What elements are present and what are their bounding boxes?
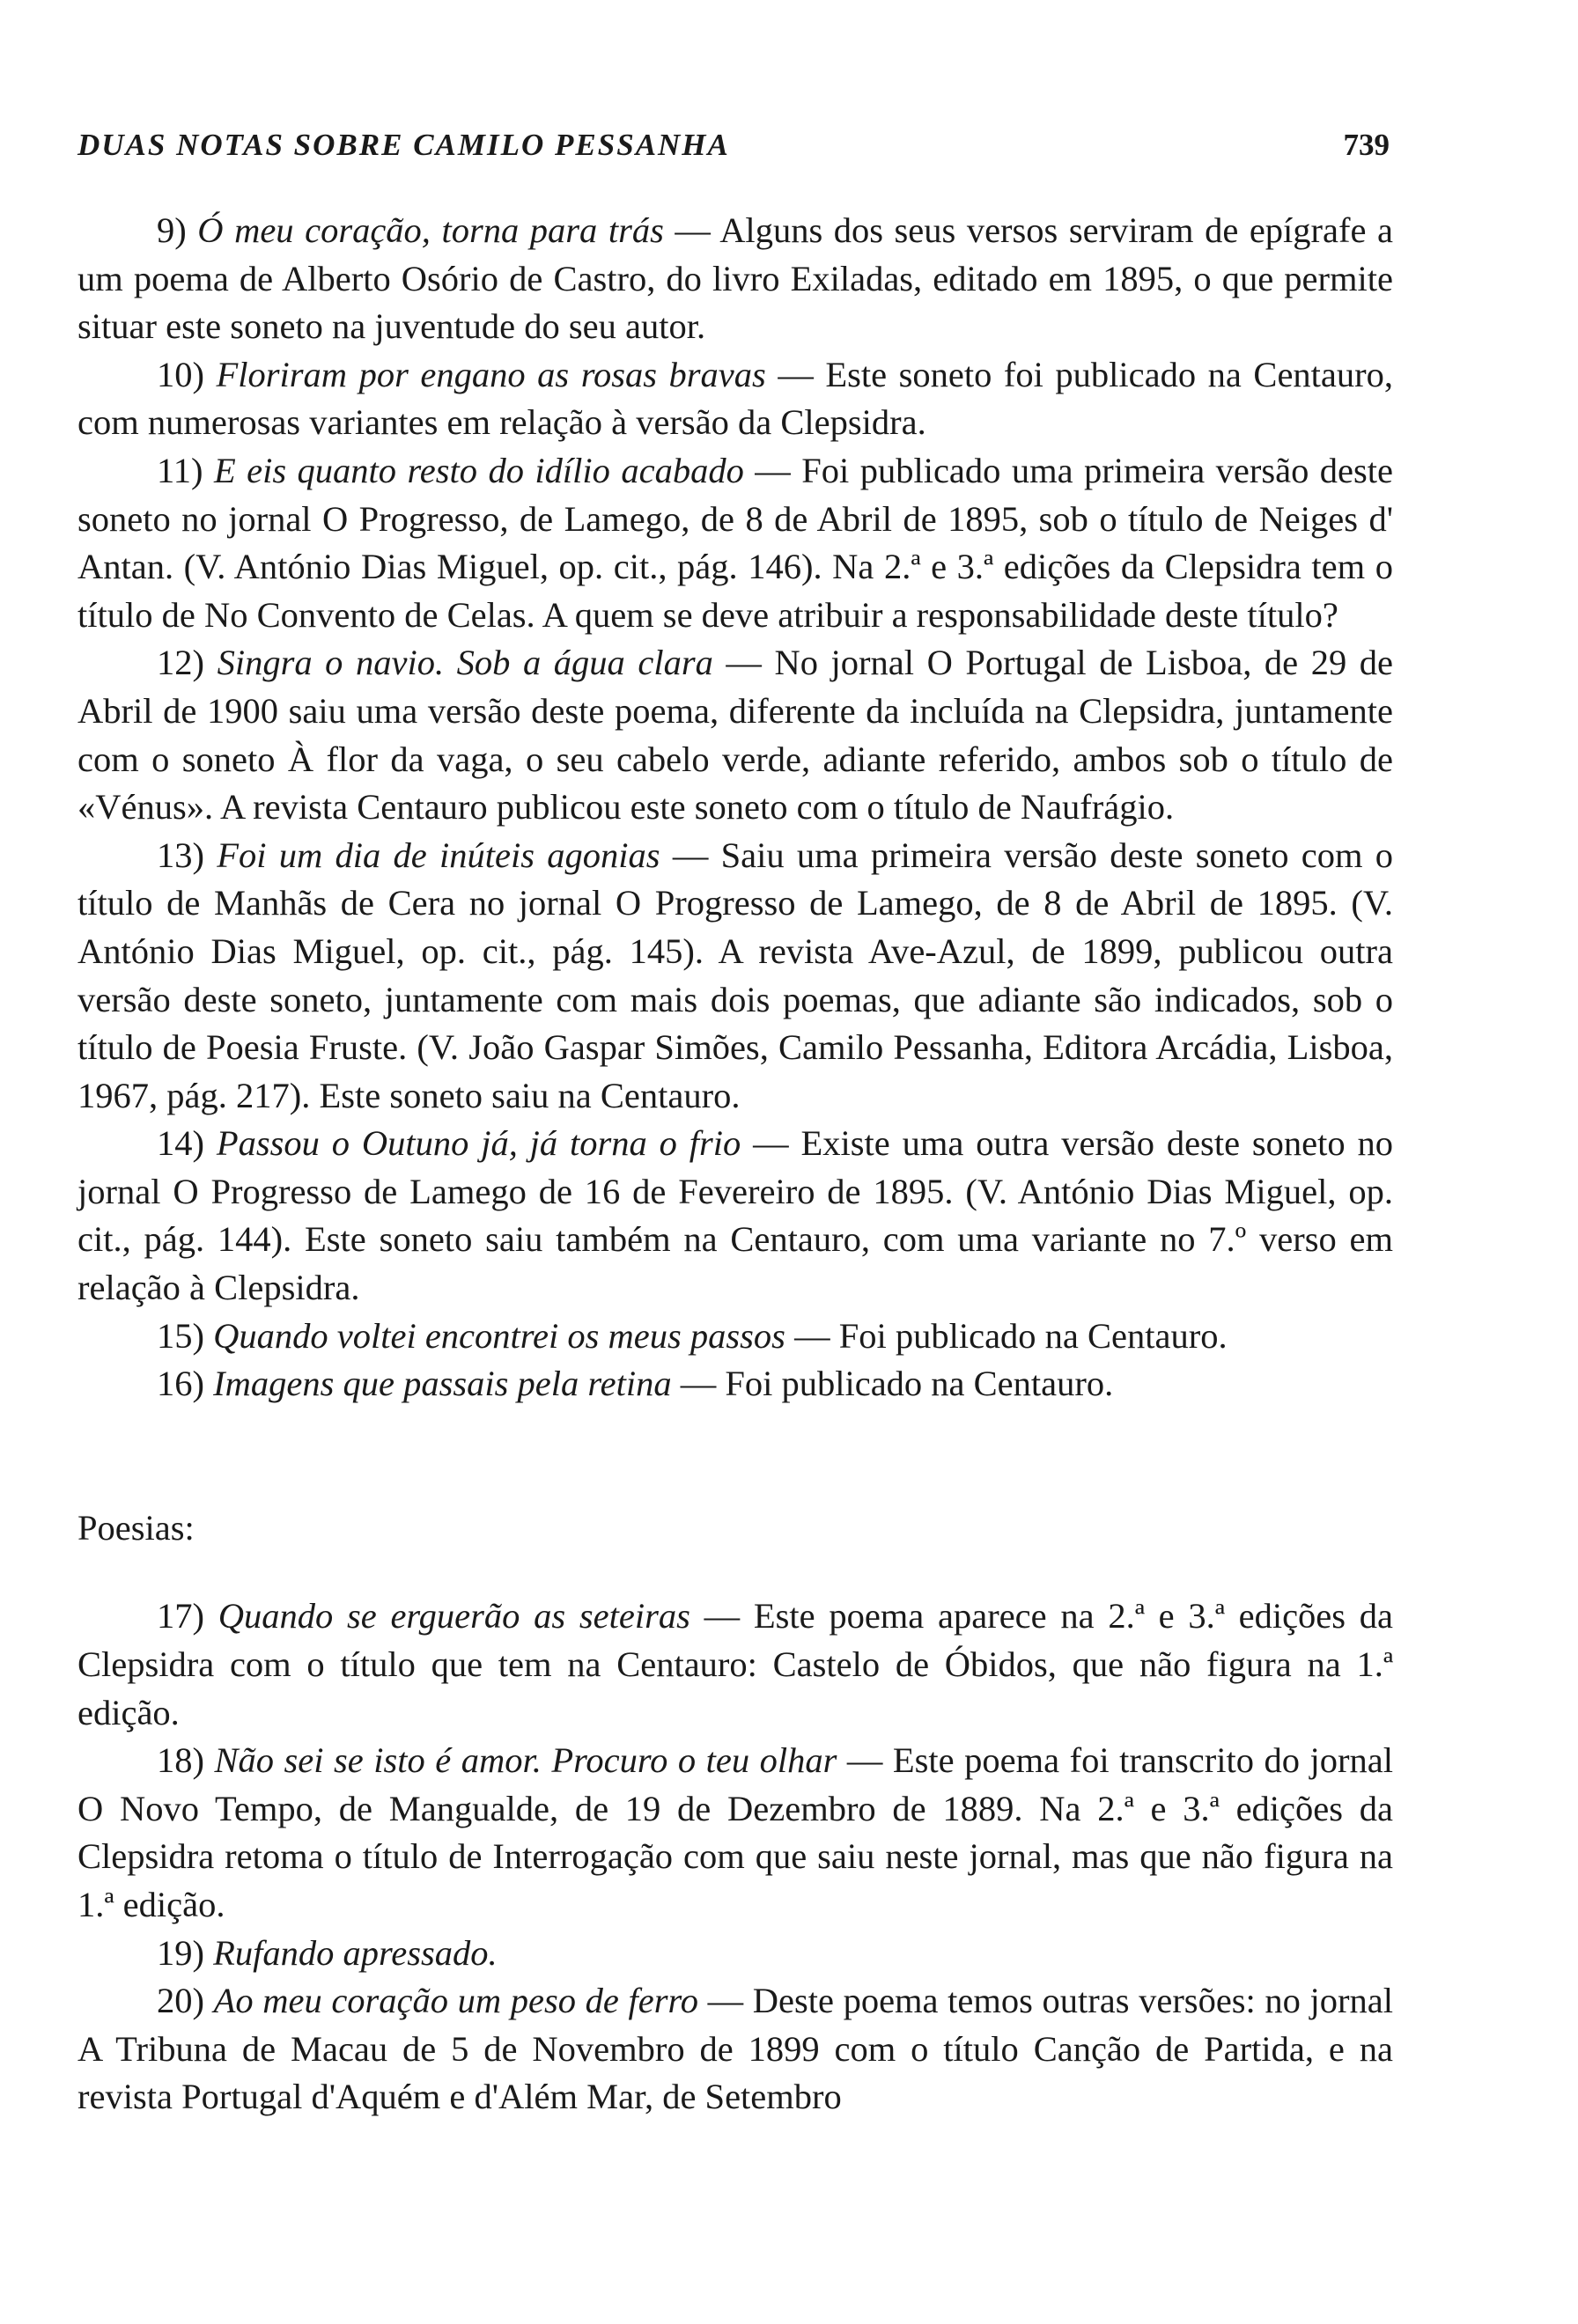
section-heading: Poesias: — [77, 1507, 195, 1548]
note-paragraph: 16) Imagens que passais pela retina — Foi publicado na Centauro. — [157, 1364, 1114, 1404]
note-paragraph: 13) Foi um dia de inúteis agonias — Saiu uma primeira versão deste soneto com o título de Manhãs de Cera no jornal O Progresso de Lamego, de 8 de Abril de 1895. (V. António Dias Miguel, op. cit., pág. 145). A revista Ave-Azul, de 1899, publicou outra versão deste soneto, juntamente com mais dois poemas, que adiante são indicados, sob o título de Poesia Fruste. (V. João Gaspar Simões, Camilo Pessanha, Editora Arcádia, Lisboa, 1967, pág. 217). Este soneto saiu na Centauro. — [77, 835, 1393, 1115]
note-text: Deste poema temos outras versões: no jornal A Tribuna de Macau de 5 de Novembro de 1899 com o título Canção de Partida, e na revista Portugal d'Aquém e d'Além Mar, de Setembro — [77, 1981, 1394, 2117]
poem-title: Não sei se isto é amor. Procuro o teu olhar — [214, 1740, 837, 1781]
poem-title: Quando voltei encontrei os meus passos — [213, 1315, 785, 1356]
note-paragraph: 9) Ó meu coração, torna para trás — Alguns dos seus versos serviram de epígrafe a um poema de Alberto Osório de Castro, do livro Exiladas, editado em 1895, o que permite situar este soneto na juventude do seu autor. — [77, 210, 1394, 347]
running-title: DUAS NOTAS SOBRE CAMILO PESSANHA — [77, 128, 730, 162]
note-text: Este soneto foi publicado na Centauro, com numerosas variantes em relação à versão da Clepsidra. — [77, 354, 1394, 443]
notes-list — [77, 207, 1393, 1408]
poem-title: Quando se erguerão as seteiras — [218, 1596, 690, 1636]
poem-title: Imagens que passais pela retina — [213, 1364, 672, 1404]
spacer — [77, 1408, 1393, 1504]
note-text: Foi publicado na Centauro. — [725, 1364, 1114, 1404]
poem-title: Ó meu coração, torna para trás — [197, 210, 664, 250]
note-paragraph: 20) Ao meu coração um peso de ferro — Deste poema temos outras versões: no jornal A Tribuna de Macau de 5 de Novembro de 1899 com o título Canção de Partida, e na revista Portugal d'Aquém e d'Além Mar, de Setembro — [77, 1981, 1394, 2117]
running-header — [77, 128, 1390, 163]
note-paragraph: 19) Rufando apressado. — [157, 1932, 498, 1973]
document-body — [77, 207, 1393, 2122]
note-text: Este poema foi transcrito do jornal O Novo Tempo, de Mangualde, de 19 de Dezembro de 1889. Na 2.ª e 3.ª edições da Clepsidra retoma o título de Interrogação com que saiu neste jornal, mas que não figura na 1.ª edição. — [77, 1740, 1394, 1924]
page-number: 739 — [1343, 128, 1390, 162]
note-text: Foi publicado uma primeira versão deste soneto no jornal O Progresso, de Lamego, de 8 de Abril de 1895, sob o título de Neiges d' Antan. (V. António Dias Miguel, op. cit., pág. 146). Na 2.ª e 3.ª edições da Clepsidra tem o título de No Convento de Celas. A quem se deve atribuir a responsabilidade deste título? — [77, 450, 1394, 635]
note-paragraph: 12) Singra o navio. Sob a água clara — No jornal O Portugal de Lisboa, de 29 de Abril de 1900 saiu uma versão deste poema, diferente da incluída na Clepsidra, juntamente com o soneto À flor da vaga, o seu cabelo verde, adiante referido, ambos sob o título de «Vénus». A revista Centauro publicou este soneto com o título de Naufrágio. — [77, 643, 1394, 827]
poem-title: E eis quanto resto do idílio acabado — [213, 450, 744, 490]
note-text: Foi publicado na Centauro. — [838, 1315, 1228, 1356]
poem-title: Floriram por engano as rosas bravas — [216, 354, 766, 394]
note-paragraph: 15) Quando voltei encontrei os meus passos — Foi publicado na Centauro. — [157, 1315, 1228, 1356]
note-paragraph: 18) Não sei se isto é amor. Procuro o teu olhar — Este poema foi transcrito do jornal O Novo Tempo, de Mangualde, de 19 de Dezembro de 1889. Na 2.ª e 3.ª edições da Clepsidra retoma o título de Interrogação com que saiu neste jornal, mas que não figura na 1.ª edição. — [77, 1740, 1394, 1924]
note-text: No jornal O Portugal de Lisboa, de 29 de Abril de 1900 saiu uma versão deste poema, diferente da incluída na Clepsidra, juntamente com o soneto À flor da vaga, o seu cabelo verde, adiante referido, ambos sob o título de «Vénus». A revista Centauro publicou este soneto com o título de Naufrágio. — [77, 643, 1394, 827]
poem-title: Ao meu coração um peso de ferro — [213, 1981, 698, 2021]
note-paragraph: 10) Floriram por engano as rosas bravas — Este soneto foi publicado na Centauro, com numerosas variantes em relação à versão da Clepsidra. — [77, 354, 1394, 443]
note-paragraph: 17) Quando se erguerão as seteiras — Este poema aparece na 2.ª e 3.ª edições da Clepsidra com o título que tem na Centauro: Castelo de Óbidos, que não figura na 1.ª edição. — [77, 1596, 1393, 1732]
poem-title: Singra o navio. Sob a água clara — [217, 643, 713, 683]
poem-title: Rufando apressado. — [213, 1932, 498, 1973]
note-text: Saiu uma primeira versão deste soneto com o título de Manhãs de Cera no jornal O Progresso de Lamego, de 8 de Abril de 1895. (V. António Dias Miguel, op. cit., pág. 145). A revista Ave-Azul, de 1899, publicou outra versão deste soneto, juntamente com mais dois poemas, que adiante são indicados, sob o título de Poesia Fruste. (V. João Gaspar Simões, Camilo Pessanha, Editora Arcádia, Lisboa, 1967, pág. 217). Este soneto saiu na Centauro. — [77, 835, 1393, 1115]
note-paragraph: 11) E eis quanto resto do idílio acabado — Foi publicado uma primeira versão deste soneto no jornal O Progresso, de Lamego, de 8 de Abril de 1895, sob o título de Neiges d' Antan. (V. António Dias Miguel, op. cit., pág. 146). Na 2.ª e 3.ª edições da Clepsidra tem o título de No Convento de Celas. A quem se deve atribuir a responsabilidade deste título? — [77, 450, 1394, 635]
poem-title: Foi um dia de inúteis agonias — [217, 835, 660, 875]
note-text: Existe uma outra versão deste soneto no jornal O Progresso de Lamego de 16 de Fevereiro de 1895. (V. António Dias Miguel, op. cit., pág. 144). Este soneto saiu também na Centauro, com uma variante no 7.º verso em relação à Clepsidra. — [77, 1123, 1393, 1308]
poem-title: Passou o Outuno já, já torna o frio — [216, 1123, 741, 1164]
poems-list — [77, 1592, 1393, 2122]
note-paragraph: 14) Passou o Outuno já, já torna o frio — Existe uma outra versão deste soneto no jornal O Progresso de Lamego de 16 de Fevereiro de 1895. (V. António Dias Miguel, op. cit., pág. 144). Este soneto saiu também na Centauro, com uma variante no 7.º verso em relação à Clepsidra. — [77, 1123, 1393, 1308]
note-text: Este poema aparece na 2.ª e 3.ª edições da Clepsidra com o título que tem na Centauro: Castelo de Óbidos, que não figura na 1.ª edição. — [77, 1596, 1393, 1732]
note-text: Alguns dos seus versos serviram de epígrafe a um poema de Alberto Osório de Castro, do livro Exiladas, editado em 1895, o que permite situar este soneto na juventude do seu autor. — [77, 210, 1394, 347]
spacer — [77, 1552, 1393, 1592]
